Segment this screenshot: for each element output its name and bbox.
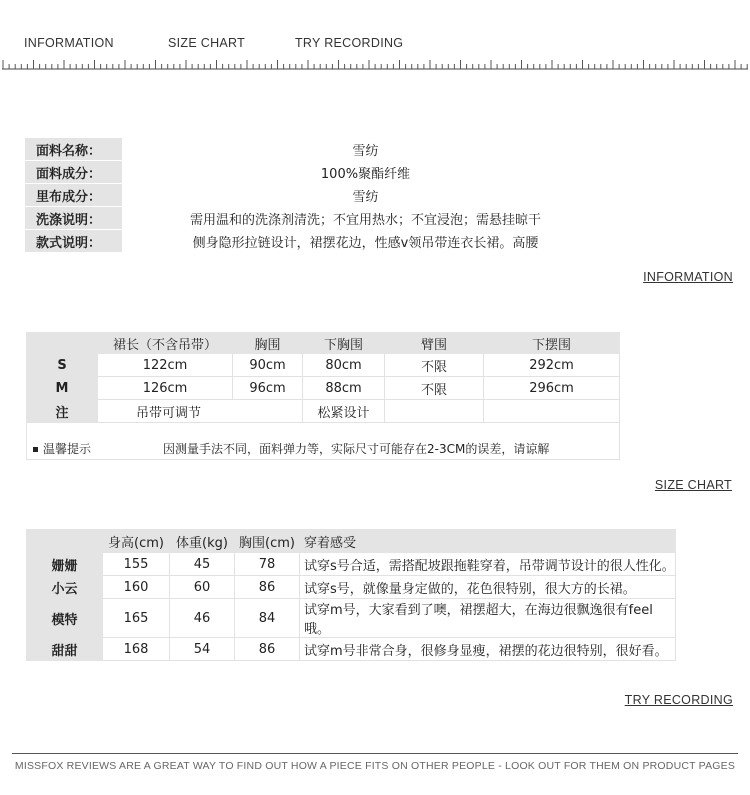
- record-row: [27, 638, 676, 661]
- size-note-label: 注: [27, 400, 98, 423]
- info-label: 洗涤说明：: [25, 207, 122, 230]
- record-name: 小云: [27, 576, 103, 599]
- info-row: [25, 184, 609, 207]
- ruler-divider: [2, 58, 748, 70]
- top-nav: [0, 36, 750, 52]
- size-blank-row: [27, 423, 620, 438]
- record-feedback: 试穿m号，大家看到了噢，裙摆超大，在海边很飘逸很有feel哦。: [300, 599, 676, 638]
- size-cell: 80cm: [303, 354, 385, 377]
- note-strap: 吊带可调节: [98, 400, 303, 423]
- size-header-cell: 下胸围: [303, 333, 385, 354]
- size-tip-row: [27, 437, 620, 460]
- info-label: 面料成分：: [25, 161, 122, 184]
- record-name: 模特: [27, 599, 103, 638]
- info-row: [25, 161, 609, 184]
- information-table: [25, 138, 609, 253]
- info-value: 需用温和的洗涤剂清洗；不宜用热水；不宜浸泡；需悬挂晾干: [189, 212, 541, 228]
- nav-information[interactable]: INFORMATION: [24, 36, 114, 50]
- record-header-cell: 胸围(cm): [235, 530, 300, 553]
- size-blank-cell: [27, 423, 620, 438]
- record-header-cell: 体重(kg): [170, 530, 235, 553]
- record-height: 155: [103, 553, 170, 576]
- record-bust: 86: [235, 576, 300, 599]
- information-link[interactable]: INFORMATION: [643, 270, 733, 284]
- size-empty-cell: [484, 400, 620, 423]
- info-value: 雪纺: [352, 143, 379, 159]
- record-name: 甜甜: [27, 638, 103, 661]
- nav-size-chart[interactable]: SIZE CHART: [168, 36, 246, 50]
- record-weight: 54: [170, 638, 235, 661]
- info-row: [25, 230, 609, 253]
- size-chart-link[interactable]: SIZE CHART: [654, 478, 732, 492]
- record-name: 姗姗: [27, 553, 103, 576]
- nav-try-recording[interactable]: TRY RECORDING: [295, 36, 404, 50]
- size-cell: 292cm: [484, 354, 620, 377]
- size-cell: 126cm: [98, 377, 233, 400]
- record-row: [27, 599, 676, 638]
- record-bust: 84: [235, 599, 300, 638]
- record-header-cell: 穿着感受: [300, 530, 676, 553]
- info-label: 里布成分：: [25, 184, 122, 207]
- record-bust: 86: [235, 638, 300, 661]
- info-value: 雪纺: [352, 189, 379, 205]
- record-feedback: 试穿m号非常合身，很修身显瘦，裙摆的花边很特别，很好看。: [300, 638, 676, 661]
- size-note-row: [27, 400, 620, 423]
- bullet-icon: [33, 447, 38, 452]
- size-cell: 88cm: [303, 377, 385, 400]
- footer-divider: [12, 753, 738, 754]
- size-row: [27, 354, 620, 377]
- size-cell: 不限: [385, 354, 484, 377]
- record-header-row: [27, 530, 676, 553]
- size-corner-cell: [27, 333, 98, 354]
- size-header-cell: 裙长（不含吊带）: [98, 333, 233, 354]
- record-weight: 60: [170, 576, 235, 599]
- record-header-cell: 身高(cm): [103, 530, 170, 553]
- record-corner-cell: [27, 530, 103, 553]
- size-chart-table: [26, 332, 620, 460]
- size-row: [27, 377, 620, 400]
- tip-text: 因测量手法不同，面料弹力等，实际尺寸可能存在2-3CM的误差，请谅解: [163, 441, 550, 456]
- size-header-row: [27, 333, 620, 354]
- record-weight: 45: [170, 553, 235, 576]
- info-row: [25, 207, 609, 230]
- footer-text: MISSFOX REVIEWS ARE A GREAT WAY TO FIND OUT HOW A PIECE FITS ON OTHER PEOPLE - LOOK OUT FOR THEM ON PRODUCT PAGES: [14, 760, 736, 772]
- size-header-cell: 臂围: [385, 333, 484, 354]
- tip-label: 温馨提示: [43, 441, 92, 456]
- record-height: 165: [103, 599, 170, 638]
- size-header-cell: 胸围: [233, 333, 303, 354]
- size-cell: 90cm: [233, 354, 303, 377]
- size-label: M: [27, 377, 98, 400]
- record-height: 168: [103, 638, 170, 661]
- size-tip-cell: [27, 437, 620, 460]
- info-value: 侧身隐形拉链设计，裙摆花边，性感v领吊带连衣长裙。高腰: [192, 235, 539, 251]
- info-label: 款式说明：: [25, 230, 122, 253]
- record-height: 160: [103, 576, 170, 599]
- info-value: 100%聚酯纤维: [320, 166, 411, 182]
- record-feedback: 试穿s号，就像量身定做的，花色很特别，很大方的长裙。: [300, 576, 676, 599]
- record-row: [27, 576, 676, 599]
- record-row: [27, 553, 676, 576]
- try-recording-link[interactable]: TRY RECORDING: [624, 693, 733, 707]
- size-empty-cell: [385, 400, 484, 423]
- size-cell: 296cm: [484, 377, 620, 400]
- note-elastic: 松紧设计: [303, 400, 385, 423]
- record-weight: 46: [170, 599, 235, 638]
- record-feedback: 试穿s号合适，需搭配坡跟拖鞋穿着，吊带调节设计的很人性化。: [300, 553, 676, 576]
- info-label: 面料名称：: [25, 138, 122, 161]
- size-label: S: [27, 354, 98, 377]
- try-recording-table: [26, 529, 676, 661]
- record-bust: 78: [235, 553, 300, 576]
- size-cell: 122cm: [98, 354, 233, 377]
- size-cell: 96cm: [233, 377, 303, 400]
- size-header-cell: 下摆围: [484, 333, 620, 354]
- info-row: [25, 138, 609, 161]
- size-cell: 不限: [385, 377, 484, 400]
